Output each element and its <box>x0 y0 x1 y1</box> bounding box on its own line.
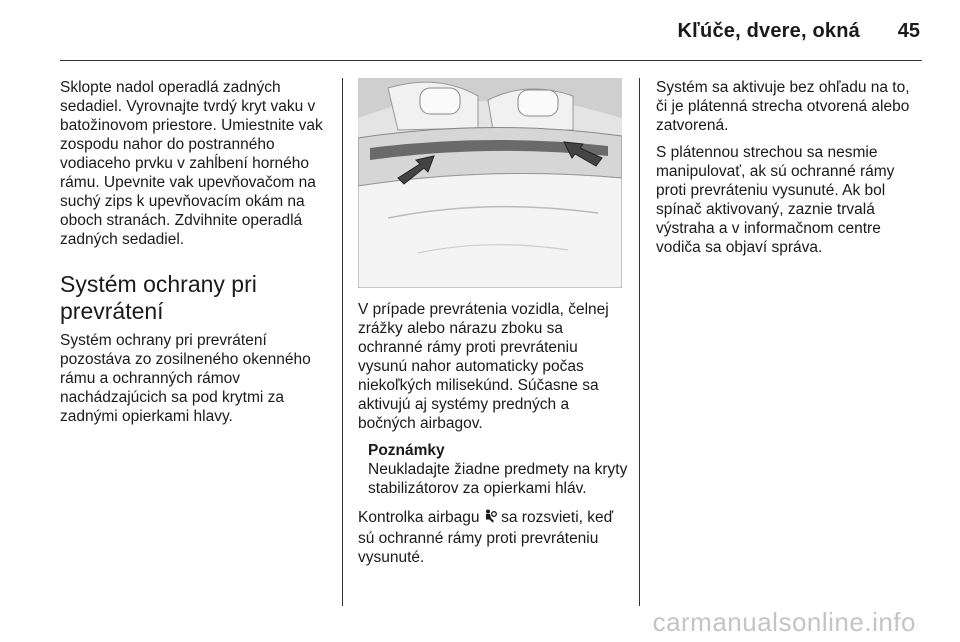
column-3 <box>656 78 922 265</box>
paragraph-airbag-light <box>358 508 630 567</box>
paragraph-rollover-deployment: V prípade prevrátenia vozidla, čelnej zrážky alebo nárazu zboku sa ochranné rámy proti prevráteniu vysunú nahor automaticky počas niekoľkých milisekúnd. Súčasne sa aktivujú aj systémy predných a bočných airbagov. <box>358 301 609 432</box>
airbag-warning-icon <box>484 509 497 529</box>
paragraph-seat-instructions: Sklopte nadol operadlá zadných sedadiel. Vyrovnajte tvrdý kryt vaku v batožinovom priestore. Umiestnite vak zospodu nahor do postranného vodiaceho prvku v zahĺbení horného rámu. Upevnite vak upevňovačom na suchý zips k upevňovacím okám na oboch stranách. Zdvihnite operadlá zadných sedadiel. <box>60 79 323 248</box>
paragraph-warning-info: S plátennou strechou sa nesmie manipulovať, ak sú ochranné rámy proti prevráteniu vysunuté. Ak bol spínač aktivovaný, zaznie trvalá výstraha a v informačnom centre vodiča sa objaví správa. <box>656 144 895 256</box>
header-rule <box>60 60 922 61</box>
column-2 <box>358 300 630 575</box>
page-header-title: Kľúče, dvere, okná <box>677 20 860 42</box>
note-heading: Poznámky <box>368 442 445 459</box>
rollover-protection-figure <box>358 78 622 288</box>
column-divider-left <box>342 78 343 606</box>
section-heading: Systém ochrany pri prevrátení <box>60 271 257 324</box>
column-1 <box>60 78 328 434</box>
page-number: 45 <box>897 20 920 42</box>
airbag-text-after: sa rozsvieti, keď sú ochranné rámy proti prevráteniu vysunuté. <box>358 509 614 566</box>
convertible-rear-illustration <box>358 78 622 288</box>
paragraph-system-description: Systém ochrany pri prevrátení pozostáva zo zosilneného okenného rámu a ochranných rámov nachádzajúcich sa pod krytmi za zadnými opierkami hlavy. <box>60 332 311 425</box>
column-divider-right <box>639 78 640 606</box>
paragraph-activation-info: Systém sa aktivuje bez ohľadu na to, či je plátenná strecha otvorená alebo zatvorená. <box>656 79 910 134</box>
note-text: Neukladajte žiadne predmety na kryty stabilizátorov za opierkami hláv. <box>368 461 628 497</box>
watermark: carmanualsonline.info <box>652 607 916 637</box>
note-block <box>368 441 630 498</box>
airbag-text-before: Kontrolka airbagu <box>358 509 484 526</box>
